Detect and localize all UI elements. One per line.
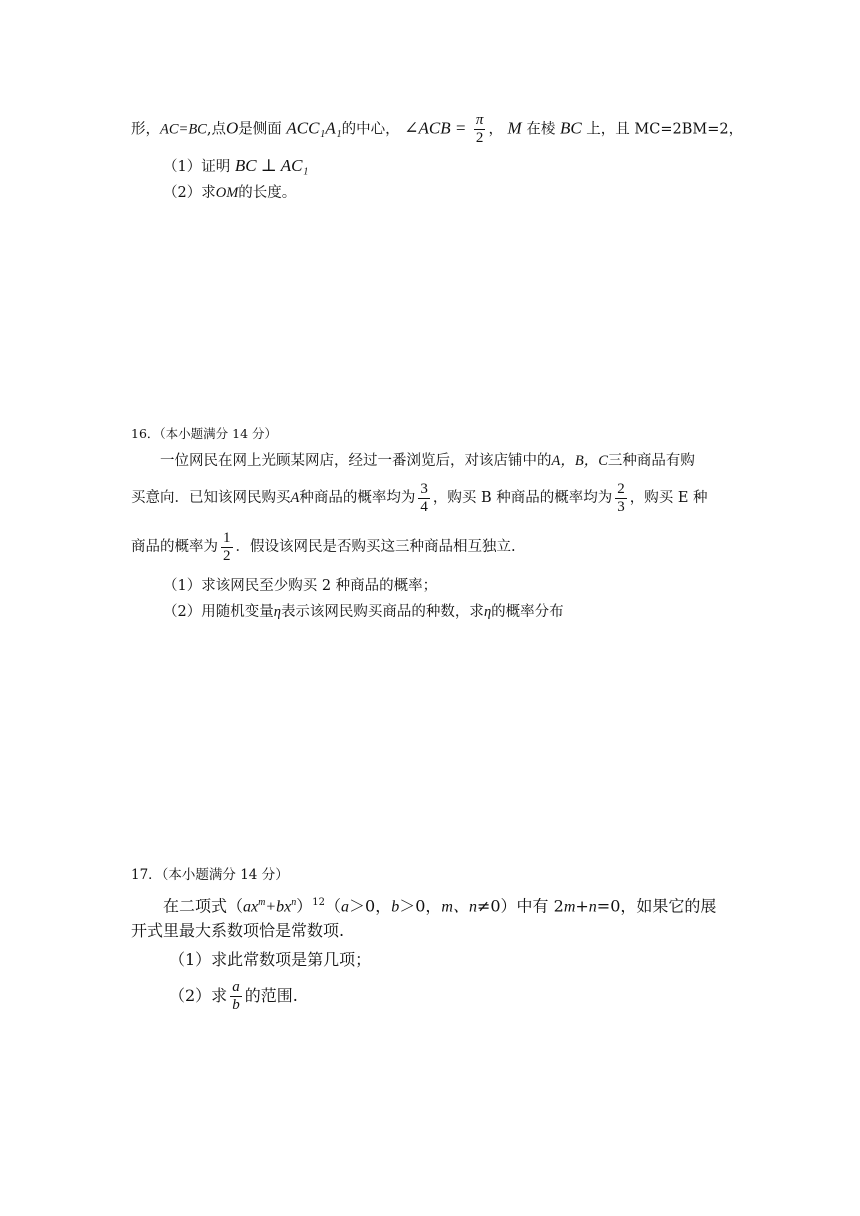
p17-question-2: （2）求 $\frac{a}{b}$ 的范围. xyxy=(169,979,298,1013)
fraction-2-3: $\frac{2}{3}$ xyxy=(617,480,625,515)
fraction-a-over-b: $\frac{a}{b}$ xyxy=(232,979,240,1013)
p16-paragraph-line1: 一位网民在网上光顾某网店，经过一番浏览后，对该店铺中的A，B，C三种商品有购 xyxy=(160,453,695,469)
face-acc1a1: ACC₁A₁ xyxy=(286,118,342,138)
p17-paragraph-line2: 开式里最大系数项恰是常数项. xyxy=(131,921,345,940)
fraction-pi-over-2: $\frac{\pi}{2}$ xyxy=(475,112,484,146)
fraction-3-4: $\frac{3}{4}$ xyxy=(420,480,428,515)
angle-acb: ∠ACB = xyxy=(404,118,467,138)
p15-line1: 形，AC=BC,点O是侧面 ACC₁A₁的中心， ∠ACB = $\frac{\pi}{2}$ ， M 在棱 BC 上，且 MC=2BM=2， xyxy=(131,112,744,146)
p15-question-1: （1）证明 BC ⊥ AC₁ xyxy=(163,156,309,175)
p16-heading: 16．（本小题满分 14 分） xyxy=(131,426,278,441)
p17-question-1: （1）求此常数项是第几项； xyxy=(169,950,372,969)
p17-heading: 17．（本小题满分 14 分） xyxy=(131,867,289,883)
p17-paragraph-line1: 在二项式$(ax^m+bx^n)^{12}(a>0$，b＞0，m、n≠0）中有 2m+n=0，如果它的展 xyxy=(163,896,717,916)
p16-paragraph-line3: 商品的概率为 $\frac{1}{2}$ ．假设该网民是否购买这三种商品相互独立. xyxy=(131,529,516,564)
ac-eq-bc: AC=BC xyxy=(160,121,207,138)
p16-question-1: （1）求该网民至少购买 2 种商品的概率； xyxy=(163,578,438,594)
bc-perp-ac1: BC ⊥ AC₁ xyxy=(234,156,309,175)
p16-paragraph-line2: 买意向．已知该网民购买A种商品的概率均为 $\frac{3}{4}$ ，购买 B 种商品的概率均为 $\frac{2}{3}$ ，购买 E 种 xyxy=(131,480,708,515)
fraction-1-2: $\frac{1}{2}$ xyxy=(223,529,231,564)
p16-question-2: （2）用随机变量η表示该网民购买商品的种数，求η的概率分布 xyxy=(163,604,564,620)
p15-question-2: （2）求OM的长度。 xyxy=(163,185,297,201)
